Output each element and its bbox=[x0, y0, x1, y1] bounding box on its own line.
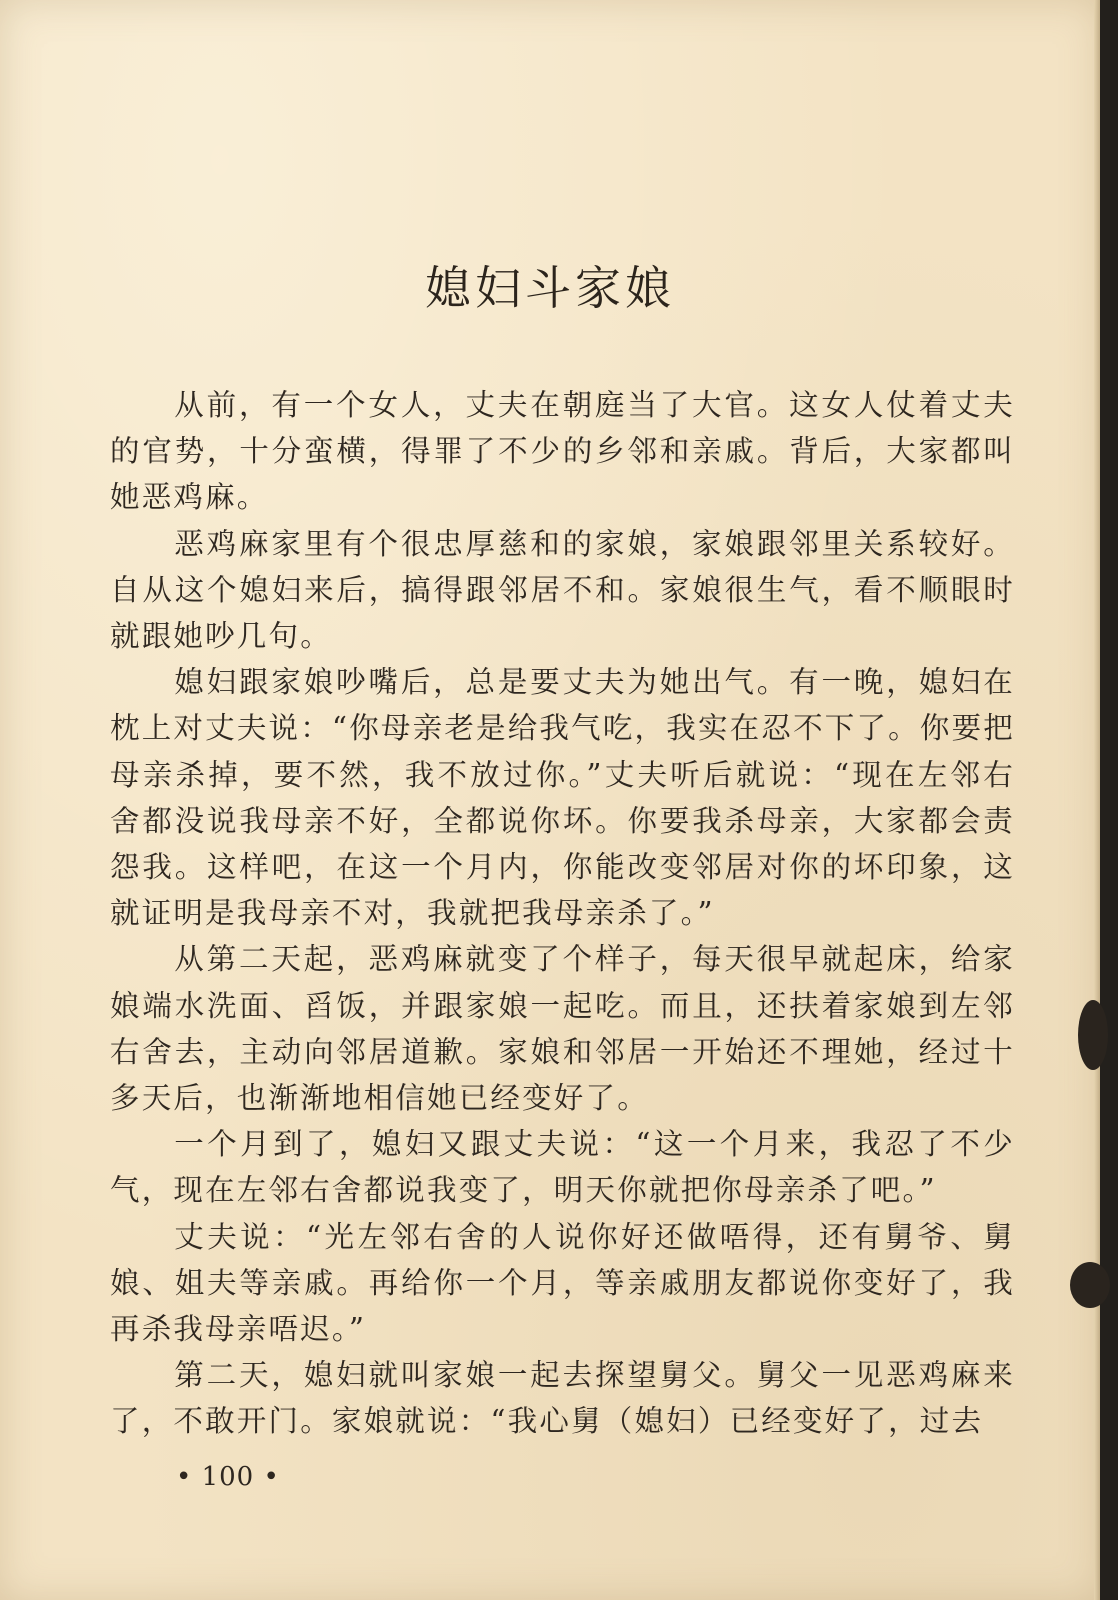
story-title: 媳妇斗家娘 bbox=[425, 261, 675, 315]
page-number: • 100 • bbox=[176, 1462, 280, 1492]
torn-edge bbox=[1070, 1262, 1110, 1308]
paragraph: 一个月到了，媳妇又跟丈夫说：“这一个月来，我忍了不少气，现在左邻右舍都说我变了，明天你就把你母亲杀了吧。” bbox=[110, 1127, 1015, 1208]
story-body bbox=[110, 382, 1015, 1445]
paragraph: 从第二天起，恶鸡麻就变了个样子，每天很早就起床，给家娘端水洗面、舀饭，并跟家娘一起吃。而且，还扶着家娘到左邻右舍去，主动向邻居道歉。家娘和邻居一开始还不理她，经过十多天后，也渐渐地相信她已经变好了。 bbox=[110, 942, 1015, 1116]
paragraph: 从前，有一个女人，丈夫在朝庭当了大官。这女人仗着丈夫的官势，十分蛮横，得罪了不少的乡邻和亲戚。背后，大家都叫她恶鸡麻。 bbox=[110, 388, 1015, 515]
paragraph: 恶鸡麻家里有个很忠厚慈和的家娘，家娘跟邻里关系较好。自从这个媳妇来后，搞得跟邻居不和。家娘很生气，看不顺眼时就跟她吵几句。 bbox=[110, 526, 1015, 654]
paragraph: 第二天，媳妇就叫家娘一起去探望舅父。舅父一见恶鸡麻来了，不敢开门。家娘就说：“我心舅（媳妇）已经变好了，过去 bbox=[110, 1358, 1015, 1439]
torn-edge bbox=[1078, 1000, 1108, 1070]
scan-background bbox=[1100, 0, 1118, 1600]
paragraph: 媳妇跟家娘吵嘴后，总是要丈夫为她出气。有一晚，媳妇在枕上对丈夫说：“你母亲老是给我气吃，我实在忍不下了。你要把母亲杀掉，要不然，我不放过你。”丈夫听后就说：“现在左邻右舍都没说我母亲不好，全都说你坏。你要我杀母亲，大家都会责怨我。这样吧，在这一个月内，你能改变邻居对你的坏印象，这就证明是我母亲不对，我就把我母亲杀了。” bbox=[110, 665, 1015, 931]
paragraph: 丈夫说：“光左邻右舍的人说你好还做唔得，还有舅爷、舅娘、姐夫等亲戚。再给你一个月，等亲戚朋友都说你变好了，我再杀我母亲唔迟。” bbox=[110, 1219, 1015, 1347]
